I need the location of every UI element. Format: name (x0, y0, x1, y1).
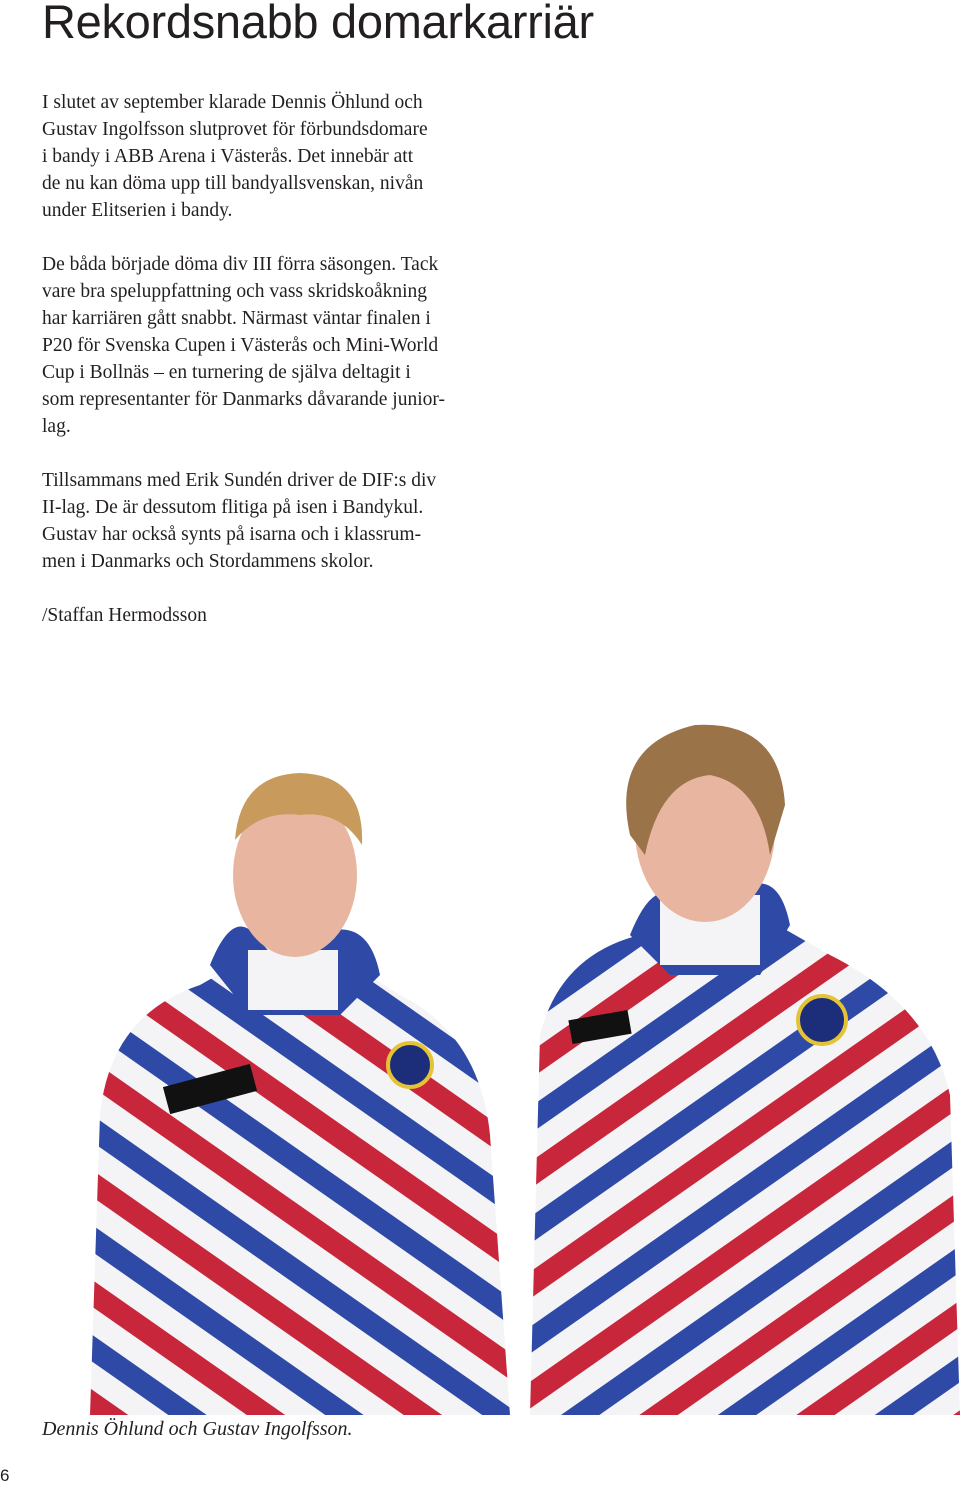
crest-left (388, 1043, 432, 1087)
article-title: Rekordsnabb domarkarriär (42, 0, 594, 48)
article-body (42, 89, 522, 656)
page-number: 6 (0, 1466, 10, 1485)
neck-left (248, 950, 338, 1010)
person-right (530, 725, 960, 1415)
article-paragraph: I slutet av september klarade Dennis Öhlund och Gustav Ingolfsson slutprovet för förbundsdomare i bandy i ABB Arena i Västerås. Det innebär att de nu kan döma upp till bandyallsvenskan, nivån under Elitserien i bandy. (42, 92, 428, 221)
article-paragraph: De båda började döma div III förra säsongen. Tack vare bra speluppfattning och vass skridskoåkning har karriären gått snabbt. Närmast väntar finalen i P20 för Svenska Cupen i Västerås och Mini-World Cup i Bollnäs – en turnering de själva deltagit i som representanter för Danmarks dåvarande junior- lag. (42, 254, 445, 437)
crest-right (798, 996, 846, 1044)
article-paragraph: Tillsammans med Erik Sundén driver de DIF:s div II-lag. De är dessutom flitiga på isen i Bandykul. Gustav har också synts på isarna och i klassrum- men i Danmarks och Stordammens skolor. (42, 470, 437, 572)
referees-photo (70, 715, 960, 1415)
jacket-right (530, 905, 960, 1415)
article-byline: /Staffan Hermodsson (42, 605, 207, 626)
person-left (90, 773, 510, 1415)
jacket-left (90, 945, 510, 1415)
photo-caption: Dennis Öhlund och Gustav Ingolfsson. (42, 1418, 353, 1440)
